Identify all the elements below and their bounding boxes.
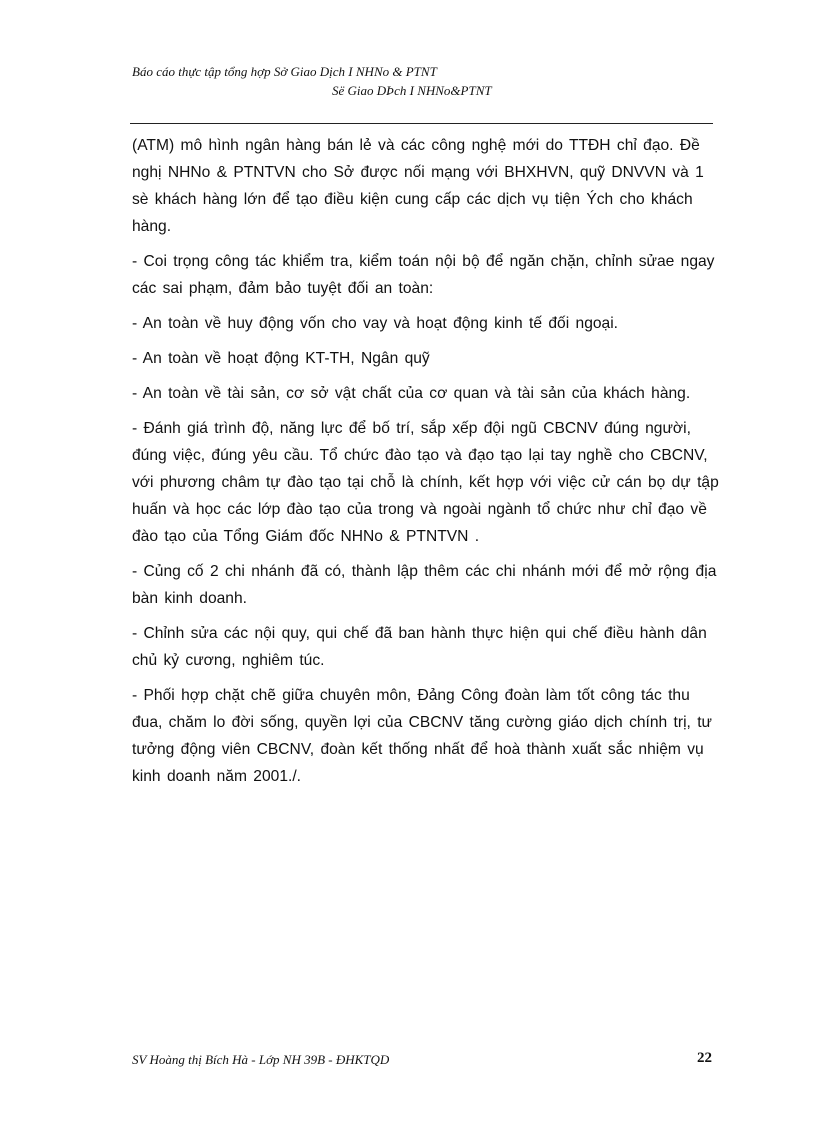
header-title: Báo cáo thực tập tổng hợp Sở Giao Dịch I NHNo & PTNT xyxy=(132,64,437,79)
header-subtitle: Së Giao DÞch I NHNo&PTNT xyxy=(332,83,492,98)
page-header xyxy=(132,62,712,100)
paragraph-intro: (ATM) mô hình ngân hàng bán lẻ và các công nghệ mới do TTĐH chỉ đạo. Đề nghị NHNo & PTNTVN cho Sở được nối mạng với BHXHVN, quỹ DNVVN và 1 sè khách hàng lớn để tạo điều kiện cung cấp các dịch vụ tiện Ých cho khách hàng. xyxy=(132,137,704,235)
header-divider xyxy=(130,123,713,124)
document-body xyxy=(132,132,722,798)
paragraph-coordination: - Phối hợp chặt chẽ giữa chuyên môn, Đảng Công đoàn làm tốt công tác thu đua, chăm lo đời sống, quyền lợi của CBCNV tăng cường giáo dịch chính trị, tư tưởng động viên CBCNV, đoàn kết thống nhất để hoà thành xuất sắc nhiệm vụ kinh doanh năm 2001./. xyxy=(132,687,712,785)
paragraph-safety-capital: - An toàn về huy động vốn cho vay và hoạt động kinh tế đối ngoại. xyxy=(132,315,619,332)
paragraph-audit: - Coi trọng công tác khiểm tra, kiểm toán nội bộ để ngăn chặn, chỉnh sửae ngay các sai phạm, đảm bảo tuyệt đối an toàn: xyxy=(132,253,715,297)
page-footer xyxy=(132,1052,712,1072)
paragraph-safety-assets: - An toàn về tài sản, cơ sở vật chất của cơ quan và tài sản của khách hàng. xyxy=(132,385,691,402)
page-number: 22 xyxy=(697,1050,712,1066)
footer-author: SV Hoàng thị Bích Hà - Lớp NH 39B - ĐHKTQD xyxy=(132,1052,390,1067)
paragraph-regulations: - Chỉnh sửa các nội quy, qui chế đã ban hành thực hiện qui chế điều hành dân chủ kỷ cương, nghiêm túc. xyxy=(132,625,707,669)
paragraph-branches: - Củng cố 2 chi nhánh đã có, thành lập thêm các chi nhánh mới để mở rộng địa bàn kinh doanh. xyxy=(132,563,717,607)
paragraph-staff-training: - Đánh giá trình độ, năng lực để bố trí, sắp xếp đội ngũ CBCNV đúng người, đúng việc, đúng yêu cầu. Tổ chức đào tạo và đạo tạo lại tay nghề cho CBCNV, với phương châm tự đào tạo tại chỗ là chính, kết hợp với việc cử cán bọ dự tập huấn và học các lớp đào tạo của trong và ngoài ngành tổ chức như chỉ đạo về đào tạo của Tổng Giám đốc NHNo & PTNTVN . xyxy=(132,420,719,545)
paragraph-safety-accounting: - An toàn về hoạt động KT-TH, Ngân quỹ xyxy=(132,350,430,367)
